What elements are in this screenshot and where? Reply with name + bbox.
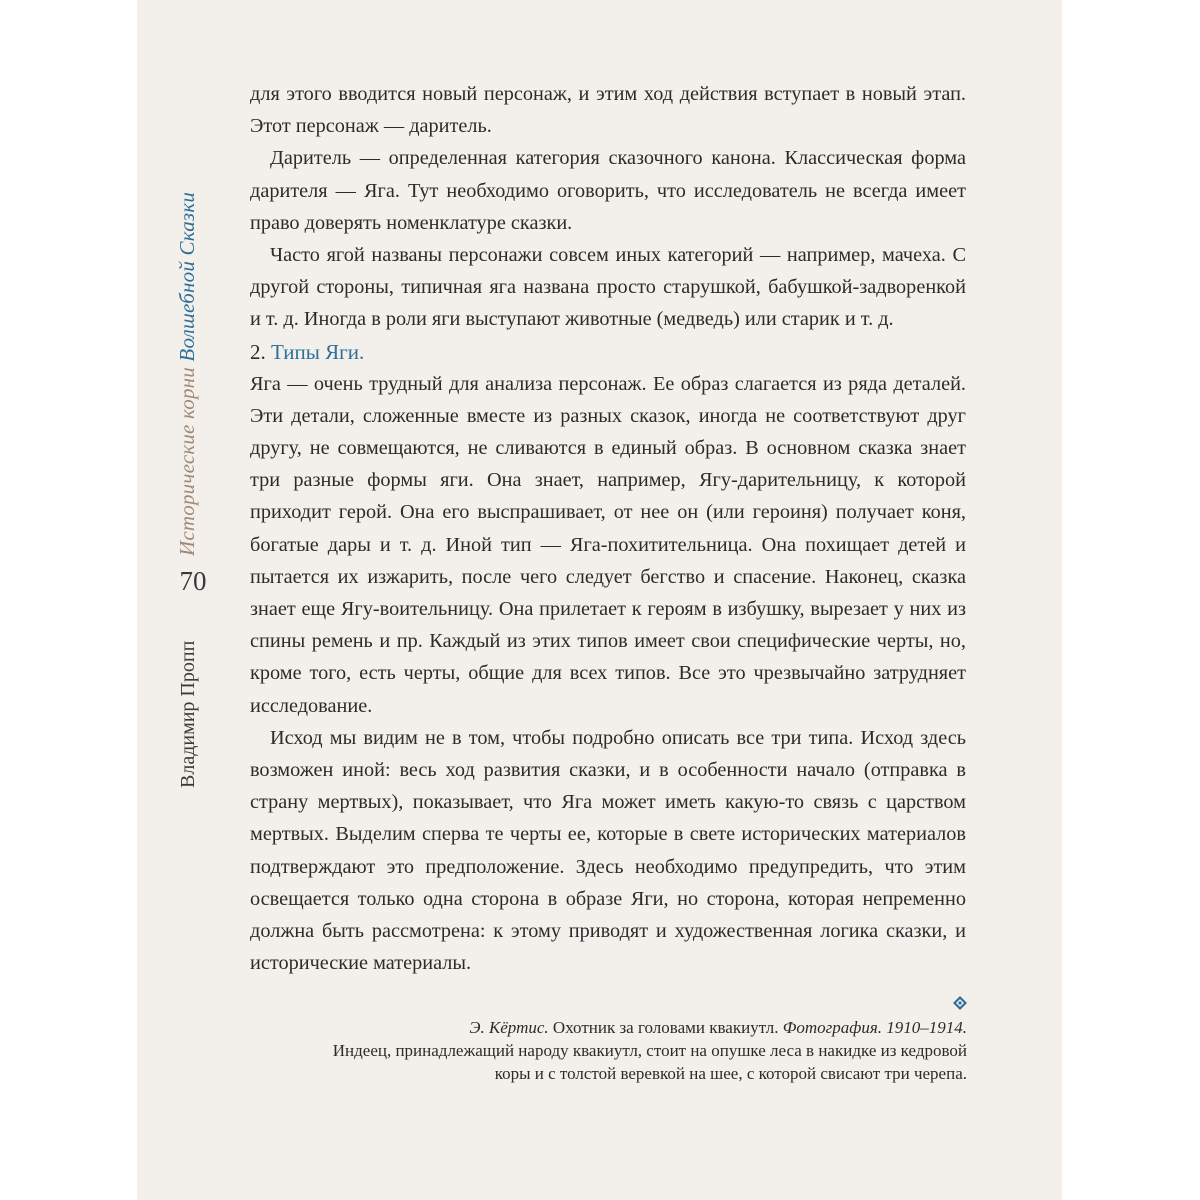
caption-medium: Фотография. xyxy=(782,1018,882,1037)
diamond-ornament-icon xyxy=(953,996,967,1010)
caption-years: 1910–1914. xyxy=(886,1018,967,1037)
section-heading xyxy=(250,336,966,368)
paragraph: Даритель — определенная категория сказочного канона. Классическая форма дарителя — Яга. Тут необходимо оговорить, что исследователь не всегда имеет право доверять номенклатуре сказки. xyxy=(250,147,966,234)
caption-author: Э. Кёртис. xyxy=(469,1018,549,1037)
paragraph: для этого вводится новый персонаж, и этим ход действия вступает в новый этап. Этот персонаж — даритель. xyxy=(250,83,966,138)
running-title-part1: Исторические корни xyxy=(175,367,199,556)
book-page xyxy=(137,0,1062,1200)
page-margin-sidebar xyxy=(137,0,237,1200)
image-caption xyxy=(297,996,967,1085)
paragraph: Исход мы видим не в том, чтобы подробно описать все три типа. Исход здесь возможен иной: весь ход развития сказки, и в особенности начало (отправка в страну мертвых), показывает, что Яга может иметь какую-то связь с царством мертвых. Выделим сперва те черты ее, которые в свете исторических материалов подтверждают это предположение. Здесь необходимо предупредить, что этим освещается только одна сторона в образе Яги, но сторона, которая непременно должна быть рассмотрена: к этому приводят и художественная логика сказки, и исторические материалы. xyxy=(250,726,966,975)
author-name: Владимир Пропп xyxy=(177,640,199,788)
section-title: Типы Яги. xyxy=(271,339,365,364)
paragraph: Яга — очень трудный для анализа персонаж. Ее образ слагается из ряда деталей. Эти детали, сложенные вместе из разных сказок, иногда не соответствуют друг другу, не совмещаются, не сливаются в единый образ. В основном сказка знает три разные формы яги. Она знает, например, Ягу-дарительницу, к которой приходит герой. Она его выспрашивает, от нее он (или героиня) получает коня, богатые дары и т. д. Иной тип — Яга-похитительница. Она похищает детей и пытается их изжарить, после чего следует бегство и спасение. Наконец, сказка знает еще Ягу-воительницу. Она прилетает к героям в избушку, вырезает у них из спины ремень и пр. Каждый из этих типов имеет свои специфические черты, но, кроме того, есть черты, общие для всех типов. Все это чрезвычайно затрудняет исследование. xyxy=(250,372,966,717)
running-title-part2: Волшебной Сказки xyxy=(175,191,199,362)
page-number: 70 xyxy=(179,566,207,596)
running-title xyxy=(175,192,200,556)
body-text xyxy=(250,78,966,979)
caption-description: Индеец, принадлежащий народу квакиутл, стоит на опушке леса в накидке из кедровой коры и с толстой веревкой на шее, с которой свисают три черепа. xyxy=(332,1041,967,1083)
caption-credit xyxy=(297,1016,967,1039)
paragraph: Часто ягой названы персонажи совсем иных категорий — например, мачеха. С другой стороны, типичная яга названа просто старушкой, бабушкой-задворенкой и т. д. Иногда в роли яги выступают животные (медведь) или старик и т. д. xyxy=(250,244,966,331)
section-number: 2. xyxy=(250,339,266,364)
caption-title: Охотник за головами квакиутл. xyxy=(552,1018,779,1037)
